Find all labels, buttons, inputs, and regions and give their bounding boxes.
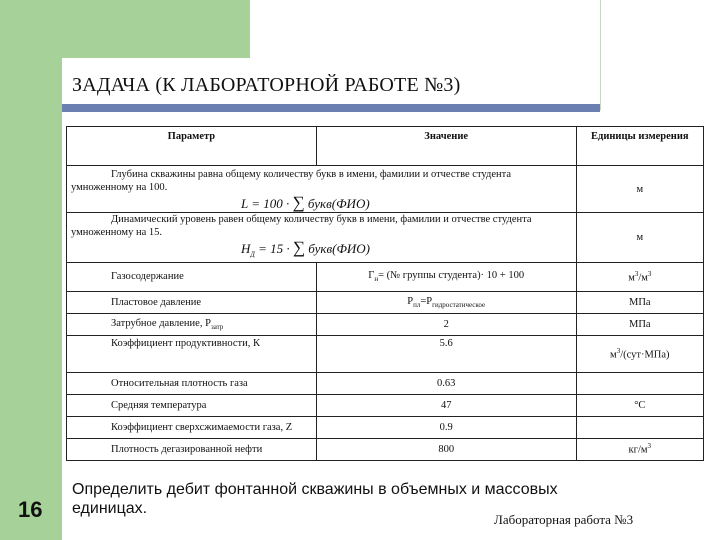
parameters-table: [66, 126, 704, 461]
slide-title: ЗАДАЧА (К ЛАБОРАТОРНОЙ РАБОТЕ №3): [72, 74, 461, 96]
header-units: Единицы измерения: [576, 127, 703, 166]
oil-density-label: Плотность дегазированной нефти: [67, 438, 317, 460]
title-rule: [62, 104, 600, 112]
footer-label: Лабораторная работа №3: [494, 512, 634, 527]
compressibility-label: Коэффициент сверхсжимаемости газа, Z: [67, 416, 317, 438]
table-row-annulus: [67, 313, 704, 335]
dynamic-formula-mid: = 15 ·: [258, 241, 290, 256]
compressibility-unit: [576, 416, 703, 438]
dynamic-formula-right: букв(ФИО): [308, 241, 371, 256]
gas-density-value: 0.63: [316, 372, 576, 394]
gas-unit: $м^3/м^3$: [576, 262, 703, 291]
depth-formula-left: L = 100 ·: [241, 196, 290, 211]
gas-density-label: Относительная плотность газа: [67, 372, 317, 394]
productivity-value: 5.6: [316, 335, 576, 372]
annulus-label: Затрубное давление, $Р_{затр}$: [67, 313, 317, 335]
temperature-value: 47: [316, 394, 576, 416]
temperature-label: Средняя температура: [67, 394, 317, 416]
dynamic-unit: м: [576, 213, 703, 263]
annulus-unit: МПа: [576, 313, 703, 335]
table-row-gas-density: [67, 372, 704, 394]
depth-formula: [241, 193, 572, 212]
oil-density-value: 800: [316, 438, 576, 460]
dynamic-cell: [67, 213, 577, 263]
depth-unit: м: [576, 166, 703, 213]
depth-cell: [67, 166, 577, 213]
table-row-gas: [67, 262, 704, 291]
sigma-icon: ∑: [292, 193, 305, 212]
reservoir-value: $Р_{пл}=Р_{гидростатическое}$: [316, 291, 576, 313]
table-row-reservoir: [67, 291, 704, 313]
table-row-productivity: [67, 335, 704, 372]
decor-green-left: [0, 110, 62, 540]
gas-label: Газосодержание: [67, 262, 317, 291]
reservoir-unit: МПа: [576, 291, 703, 313]
gas-density-unit: [576, 372, 703, 394]
task-text: Определить дебит фонтанной скважины в объемных и массовых единицах.: [72, 481, 558, 517]
gas-value: $Г_н=$ (№ группы студента)· 10 + 100: [316, 262, 576, 291]
slide-number: 16: [18, 497, 43, 522]
dynamic-formula: [241, 238, 572, 262]
header-value: Значение: [316, 127, 576, 166]
table-row-oil-density: [67, 438, 704, 460]
header-param: Параметр: [67, 127, 317, 166]
dynamic-formula-left: H: [241, 241, 251, 256]
reservoir-label: Пластовое давление: [67, 291, 317, 313]
depth-formula-right: букв(ФИО): [307, 196, 370, 211]
table-row-temperature: [67, 394, 704, 416]
dynamic-text: Динамический уровень равен общему количеству букв в имени, фамилии и отчестве студента умноженному на 15.: [71, 214, 532, 238]
table-row-depth: [67, 166, 704, 213]
productivity-unit: $м^3/(сут\cdot МПа)$: [576, 335, 703, 372]
table-header-row: [67, 127, 704, 166]
table-row-dynamic-level: [67, 213, 704, 263]
compressibility-value: 0.9: [316, 416, 576, 438]
depth-text: Глубина скважины равна общему количеству букв в имени, фамилии и отчестве студента умноженному на 100.: [71, 169, 511, 193]
dynamic-formula-sub: Д: [250, 250, 255, 259]
annulus-value: 2: [316, 313, 576, 335]
decor-divider: [600, 0, 601, 110]
table-row-compressibility: [67, 416, 704, 438]
sigma-icon: ∑: [292, 238, 306, 257]
temperature-unit: °С: [576, 394, 703, 416]
oil-density-unit: $кг/м^3$: [576, 438, 703, 460]
productivity-label: Коэффициент продуктивности, К: [67, 335, 317, 372]
